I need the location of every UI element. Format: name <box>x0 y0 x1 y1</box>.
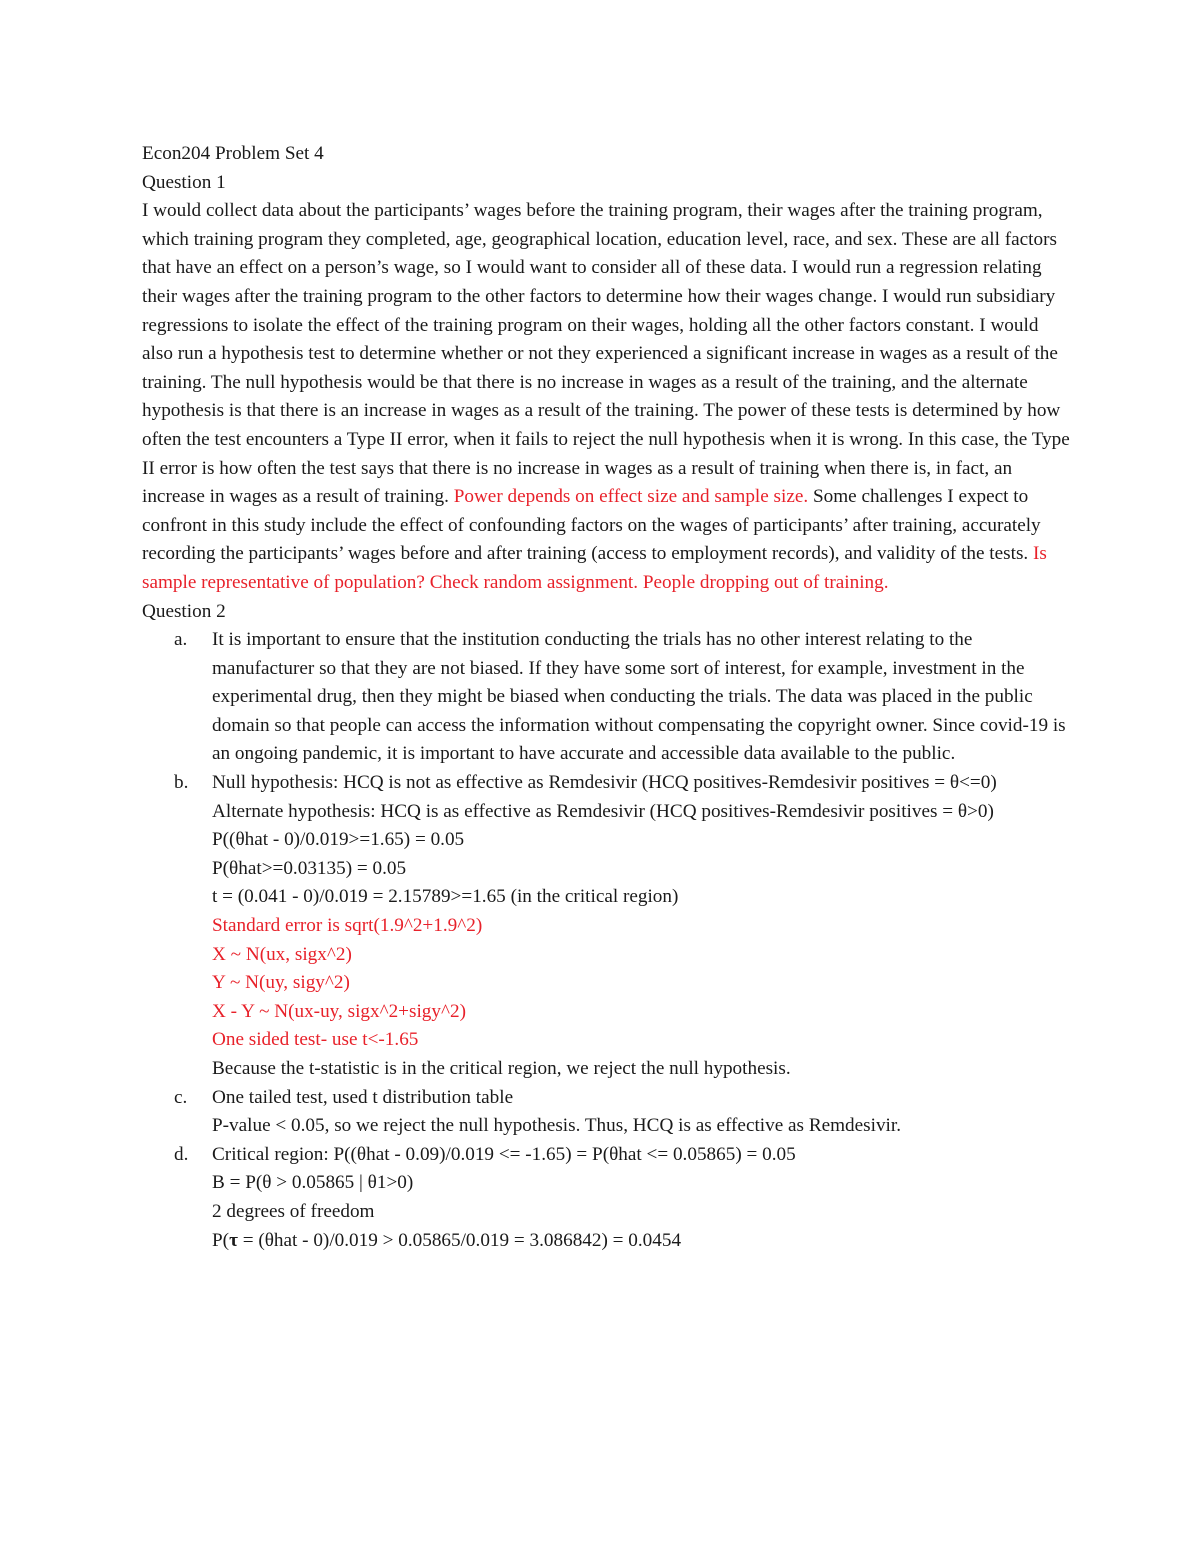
annotation-x-dist: X ~ N(ux, sigx^2) <box>212 943 352 965</box>
answer-d-line-4-prefix: P( <box>212 1229 230 1251</box>
annotation-one-sided: One sided test- use t<-1.65 <box>212 1029 419 1051</box>
question-1-challenges: Some challenges I expect to confront in this study include the effect of confounding factors on the wages of participants’ after training, accurately recording the participants’ wages before and after training (access to employment records), and validity of the tests. <box>142 486 1041 565</box>
list-item-a <box>142 626 1072 769</box>
annotation-y-dist: Y ~ N(uy, sigy^2) <box>212 972 350 994</box>
answer-a-text: It is important to ensure that the institution conducting the trials has no other interest relating to the manufacturer so that they are not biased. If they have some sort of interest, for example, investment in the experimental drug, then they might be biased when conducting the trials. The data was placed in the public domain so that people can access the information without compensating the copyright owner. Since covid-19 is an ongoing pandemic, it is important to have accurate and accessible data available to the public. <box>212 629 1066 765</box>
question-1-heading: Question 1 <box>142 171 226 193</box>
answer-d-line-1: Critical region: P((θhat - 0.09)/0.019 <= -1.65) = P(θhat <= 0.05865) = 0.05 <box>212 1143 796 1165</box>
list-item-b <box>142 769 1072 1084</box>
equation-3: t = (0.041 - 0)/0.019 = 2.15789>=1.65 (in the critical region) <box>212 886 679 908</box>
answer-c-line-1: One tailed test, used t distribution table <box>212 1086 514 1108</box>
question-1-answer <box>142 197 1072 597</box>
list-marker-a: a. <box>174 629 188 651</box>
document-title: Econ204 Problem Set 4 <box>142 143 324 164</box>
annotation-standard-error: Standard error is sqrt(1.9^2+1.9^2) <box>212 915 483 937</box>
answer-d-line-3: 2 degrees of freedom <box>212 1200 375 1222</box>
tau-symbol: τ <box>229 1229 238 1251</box>
annotation-sample: Is sample representative of population? Check random assignment. People dropping out of training. <box>142 543 1047 593</box>
answer-c-line-2: P-value < 0.05, so we reject the null hypothesis. Thus, HCQ is as effective as Remdesivir. <box>212 1115 902 1137</box>
list-marker-b: b. <box>174 772 189 794</box>
annotation-power: Power depends on effect size and sample size. <box>453 486 809 508</box>
annotation-diff-dist: X - Y ~ N(ux-uy, sigx^2+sigy^2) <box>212 1000 466 1022</box>
answer-d-line-4-rest: = (θhat - 0)/0.019 > 0.05865/0.019 = 3.086842) = 0.0454 <box>237 1229 682 1251</box>
equation-1: P((θhat - 0)/0.019>=1.65) = 0.05 <box>212 829 465 851</box>
alternate-hypothesis: Alternate hypothesis: HCQ is as effective as Remdesivir (HCQ positives-Remdesivir positives = θ>0) <box>212 800 994 822</box>
list-marker-d: d. <box>174 1143 189 1165</box>
question-1-body: I would collect data about the participants’ wages before the training program, their wages after the training program, which training program they completed, age, geographical location, education level, race, and sex. These are all factors that have an effect on a person’s wage, so I would want to consider all of these data. I would run a regression relating their wages after the training program to the other factors to determine how their wages change. I would run subsidiary regressions to isolate the effect of the training program on their wages, holding all the other factors constant. I would also run a hypothesis test to determine whether or not they experienced a significant increase in wages as a result of the training. The null hypothesis would be that there is no increase in wages as a result of the training, and the alternate hypothesis is that there is an increase in wages as a result of the training. The power of these tests is determined by how often the test encounters a Type II error, when it fails to reject the null hypothesis when it is wrong. In this case, the Type II error is how often the test says that there is no increase in wages as a result of training when there is, in fact, an increase in wages as a result of training. <box>142 200 1070 508</box>
answer-d-line-4 <box>212 1227 1072 1256</box>
list-item-d <box>142 1141 1072 1255</box>
list-marker-c: c. <box>174 1086 188 1108</box>
conclusion-b: Because the t-statistic is in the critical region, we reject the null hypothesis. <box>212 1058 791 1079</box>
question-2-heading: Question 2 <box>142 600 226 622</box>
answer-d-line-2: B = P(θ > 0.05865 | θ1>0) <box>212 1172 414 1194</box>
document-body <box>142 140 1072 1255</box>
null-hypothesis: Null hypothesis: HCQ is not as effective as Remdesivir (HCQ positives-Remdesivir positives = θ<=0) <box>212 772 997 794</box>
list-item-c <box>142 1084 1072 1141</box>
equation-2: P(θhat>=0.03135) = 0.05 <box>212 857 407 879</box>
